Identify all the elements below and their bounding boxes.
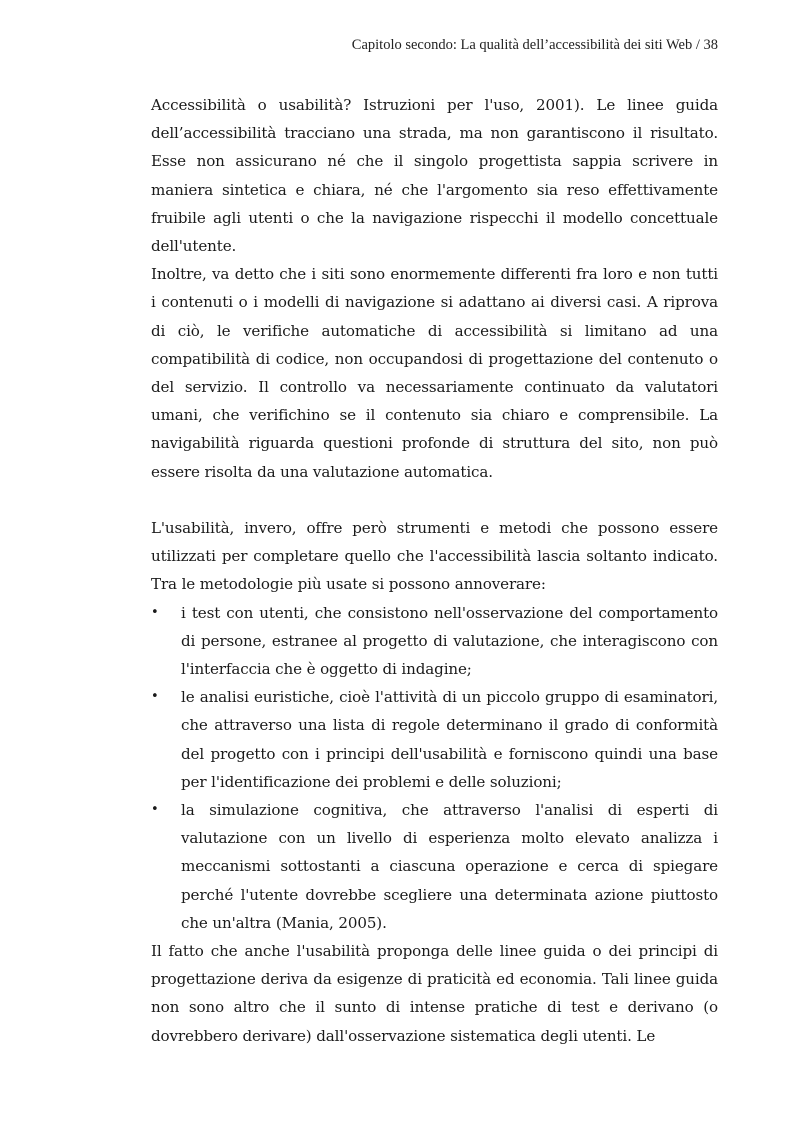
list-item-text: le analisi euristiche, cioè l'attività di un piccolo gruppo di esaminatori, che attraverso una lista di regole determinano il grado di conformità del progetto con i principi dell'usabilità e forniscono quindi una base per l'identificazione dei problemi e delle soluzioni;	[181, 688, 718, 791]
running-header: Capitolo secondo: La qualità dell’accessibilità dei siti Web / 38	[351, 37, 718, 53]
list-item	[151, 683, 718, 796]
paragraph: Inoltre, va detto che i siti sono enormemente differenti fra loro e non tutti i contenuti o i modelli di navigazione si adattano ai diversi casi. A riprova di ciò, le verifiche automatiche di accessibilità si limitano ad una compatibilità di codice, non occupandosi di progettazione del contenuto o del servizio. Il controllo va necessariamente continuato da valutatori umani, che verifichino se il contenuto sia chiaro e comprensibile. La navigabilità riguarda questioni profonde di struttura del sito, non può essere risolta da una valutazione automatica.	[151, 265, 718, 481]
paragraph-spacer	[151, 486, 718, 514]
paragraph: L'usabilità, invero, offre però strumenti e metodi che possono essere utilizzati per completare quello che l'accessibilità lascia soltanto indicato. Tra le metodologie più usate si possono annoverare:	[151, 519, 718, 594]
bullet-icon: •	[151, 604, 159, 620]
bullet-icon: •	[151, 802, 159, 818]
list-item-text: i test con utenti, che consistono nell'osservazione del comportamento di persone, estranee al progetto di valutazione, che interagiscono con l'interfaccia che è oggetto di indagine;	[181, 603, 718, 679]
body-text	[151, 91, 718, 1050]
paragraph: Il fatto che anche l'usabilità proponga delle linee guida o dei principi di progettazione deriva da esigenze di praticità ed economia. Tali linee guida non sono altro che il sunto di intense pratiche di test e derivano (o dovrebbero derivare) dall'osservazione sistematica degli utenti. Le	[151, 942, 718, 1045]
bullet-icon: •	[151, 689, 159, 705]
list-item	[151, 796, 718, 937]
methods-list	[151, 599, 718, 937]
list-item-text: la simulazione cognitiva, che attraverso l'analisi di esperti di valutazione con un livello di esperienza molto elevato analizza i meccanismi sottostanti a ciascuna operazione e cerca di spiegare perché l'utente dovrebbe scegliere una determinata azione piuttosto che un'altra (Mania, 2005).	[181, 801, 718, 932]
list-item	[151, 599, 718, 684]
paragraph: Accessibilità o usabilità? Istruzioni per l'uso, 2001). Le linee guida dell’accessibilità tracciano una strada, ma non garantiscono il risultato. Esse non assicurano né che il singolo progettista sappia scrivere in maniera sintetica e chiara, né che l'argomento sia reso effettivamente fruibile agli utenti o che la navigazione rispecchi il modello concettuale dell'utente.	[151, 96, 718, 256]
